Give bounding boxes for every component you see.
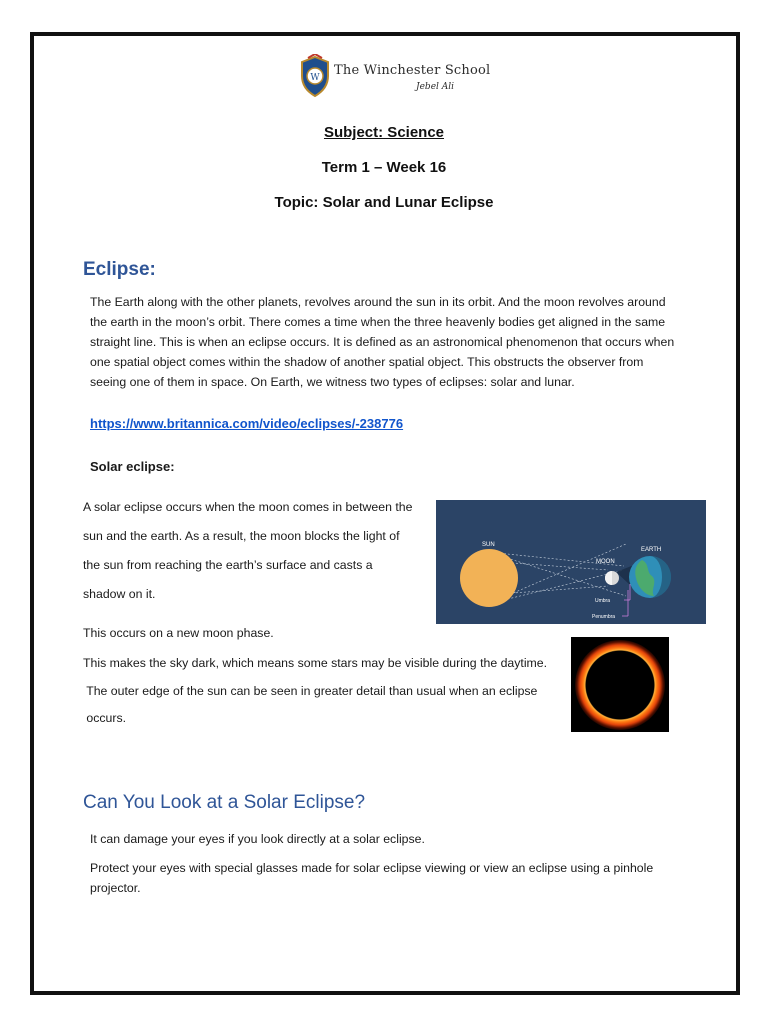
subject-title: Subject: Science (323, 124, 445, 141)
sun-label: SUN (482, 542, 495, 548)
solar-eclipse-ring-photo (571, 637, 669, 732)
svg-text:W: W (310, 73, 320, 83)
penumbra-label: Penumbra (592, 614, 616, 620)
solar-eclipse-heading: Solar eclipse: (90, 459, 175, 474)
school-crest-icon (298, 54, 332, 98)
school-location: Jebel Ali (416, 82, 455, 92)
outer-edge-line-1: The outer edge of the sun can be seen in greater detail than usual when an eclipse (83, 684, 538, 698)
solar-line-4: shadow on it. (83, 587, 156, 601)
new-moon-line: This occurs on a new moon phase. (83, 626, 274, 640)
solar-line-1: A solar eclipse occurs when the moon comes in between the (83, 500, 413, 514)
outer-edge-line-2: occurs. (83, 711, 127, 725)
umbra-label: Umbra (595, 598, 611, 604)
sun-disk (460, 549, 518, 607)
sky-dark-line: This makes the sky dark, which means some stars may be visible during the daytime. (83, 656, 548, 670)
school-logo (298, 54, 491, 100)
solar-line-2: sun and the earth. As a result, the moon blocks the light of (83, 529, 400, 543)
topic-title: Topic: Solar and Lunar Eclipse (274, 194, 494, 211)
school-name: The Winchester School (334, 63, 491, 78)
look-paragraph-2: Protect your eyes with special glasses made for solar eclipse viewing or view an eclipse using a pinhole projector. (90, 861, 654, 895)
look-paragraph-1: It can damage your eyes if you look directly at a solar eclipse. (90, 832, 425, 846)
britannica-link[interactable]: https://www.britannica.com/video/eclipses/-238776 (90, 416, 404, 431)
earth-label: EARTH (641, 547, 662, 553)
look-at-eclipse-heading: Can You Look at a Solar Eclipse? (83, 792, 366, 813)
solar-line-3: the sun from reaching the earth’s surface and casts a (83, 558, 373, 572)
term-title: Term 1 – Week 16 (321, 159, 447, 176)
eclipse-heading: Eclipse: (83, 259, 156, 280)
moon-label: MOON (596, 559, 615, 565)
solar-eclipse-diagram (436, 500, 706, 624)
eclipse-paragraph: The Earth along with the other planets, revolves around the sun in its orbit. And the moon revolves around the earth in the moon’s orbit. There comes a time when the three heavenly bodies get aligned in the same straight line. This is when an eclipse occurs. It is defined as an astronomical phenomenon that occurs when one spatial object comes within the shadow of another spatial object. This obstructs the observer from seeing one of them in space. On Earth, we witness two types of eclipses: solar and lunar. (90, 295, 675, 389)
